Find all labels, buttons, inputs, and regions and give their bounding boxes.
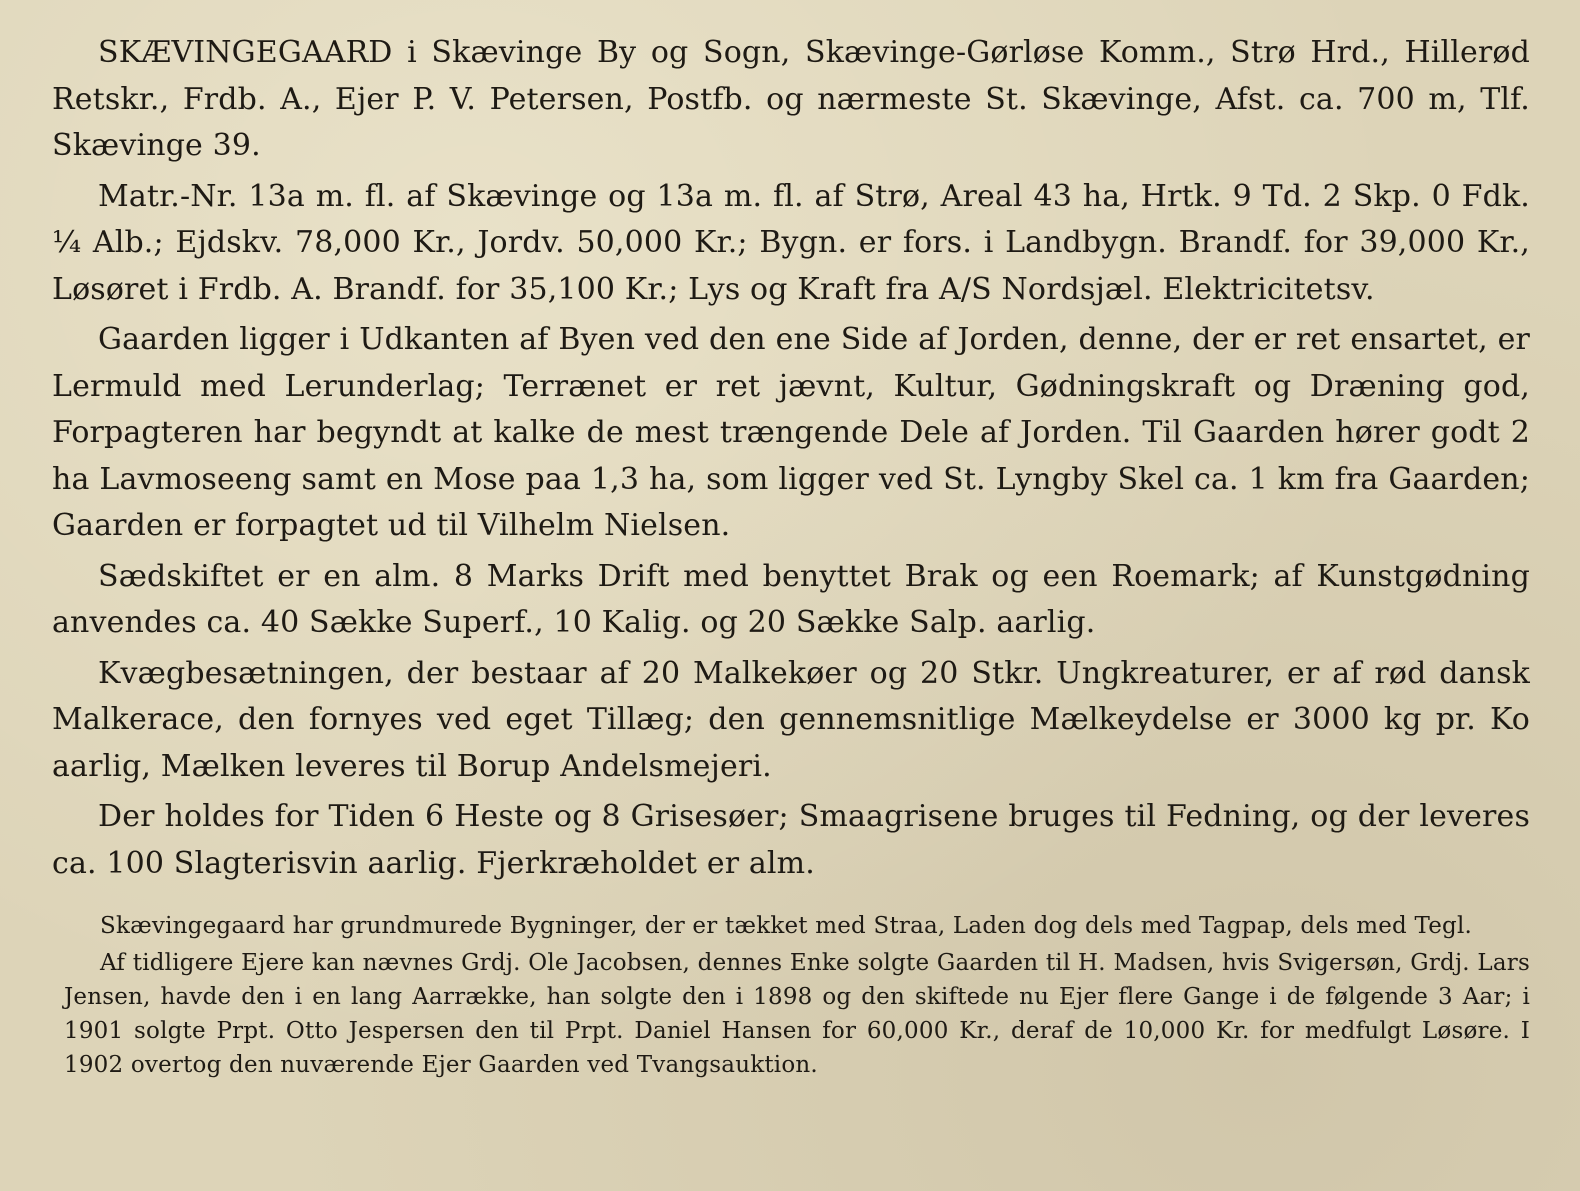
paragraph-crop-rotation: Sædskiftet er en alm. 8 Marks Drift med benyttet Brak og een Roemark; af Kunstgødning anvendes ca. 40 Sække Superf., 10 Kalig. og 20 Sække Salp. aarlig. xyxy=(52,558,1530,640)
paragraph-intro: SKÆVINGEGAARD i Skævinge By og Sogn, Skævinge-Gørløse Komm., Strø Hrd., Hillerød Retskr., Frdb. A., Ejer P. V. Petersen, Postfb. og nærmeste St. Skævinge, Afst. ca. 700 m, Tlf. Skævinge 39. xyxy=(52,35,1530,163)
paragraph-registry: Matr.-Nr. 13a m. fl. af Skævinge og 13a m. fl. af Strø, Areal 43 ha, Hrtk. 9 Td. 2 Skp. 0 Fdk. ¼ Alb.; Ejdskv. 78,000 Kr., Jordv. 50,000 Kr.; Bygn. er fors. i Landbygn. Brandf. for 39,000 Kr., Løsøret i Frdb. A. Brandf. for 35,100 Kr.; Lys og Kraft fra A/S Nordsjæl. Elektricitetsv. xyxy=(52,178,1530,307)
paragraph-location: Gaarden ligger i Udkanten af Byen ved den ene Side af Jorden, denne, der er ret ensartet, er Lermuld med Lerunderlag; Terrænet er ret jævnt, Kultur, Gødningskraft og Dræning god, Forpagteren har begyndt at kalke de mest trængende Dele af Jorden. Til Gaarden hører godt 2 ha Lavmoseeng samt en Mose paa 1,3 ha, som ligger ved St. Lyngby Skel ca. 1 km fra Gaarden; Gaarden er forpagtet ud til Vilhelm Nielsen. xyxy=(52,322,1530,543)
note-buildings: Skævingegaard har grundmurede Bygninger, der er tækket med Straa, Laden dog dels med Tagpap, dels med Tegl. xyxy=(100,913,1473,939)
main-text xyxy=(52,30,1530,887)
paragraph-livestock: Der holdes for Tiden 6 Heste og 8 Grisesøer; Smaagrisene bruges til Fedning, og der leveres ca. 100 Slagterisvin aarlig. Fjerkræholdet er alm. xyxy=(52,799,1530,881)
small-print-notes xyxy=(52,909,1530,1082)
paragraph-cattle: Kvægbesætningen, der bestaar af 20 Malkekøer og 20 Stkr. Ungkreaturer, er af rød dansk Malkerace, den fornyes ved eget Tillæg; den gennemsnitlige Mælkeydelse er 3000 kg pr. Ko aarlig, Mælken leveres til Borup Andelsmejeri. xyxy=(52,655,1530,784)
note-owner-history: Af tidligere Ejere kan nævnes Grdj. Ole Jacobsen, dennes Enke solgte Gaarden til H. Madsen, hvis Svigersøn, Grdj. Lars Jensen, havde den i en lang Aarrække, han solgte den i 1898 og den skiftede nu Ejer flere Gange i de følgende 3 Aar; i 1901 solgte Prpt. Otto Jespersen den til Prpt. Daniel Hansen for 60,000 Kr., deraf de 10,000 Kr. for medfulgt Løsøre. I 1902 overtog den nuværende Ejer Gaarden ved Tvangsauktion. xyxy=(64,950,1530,1078)
